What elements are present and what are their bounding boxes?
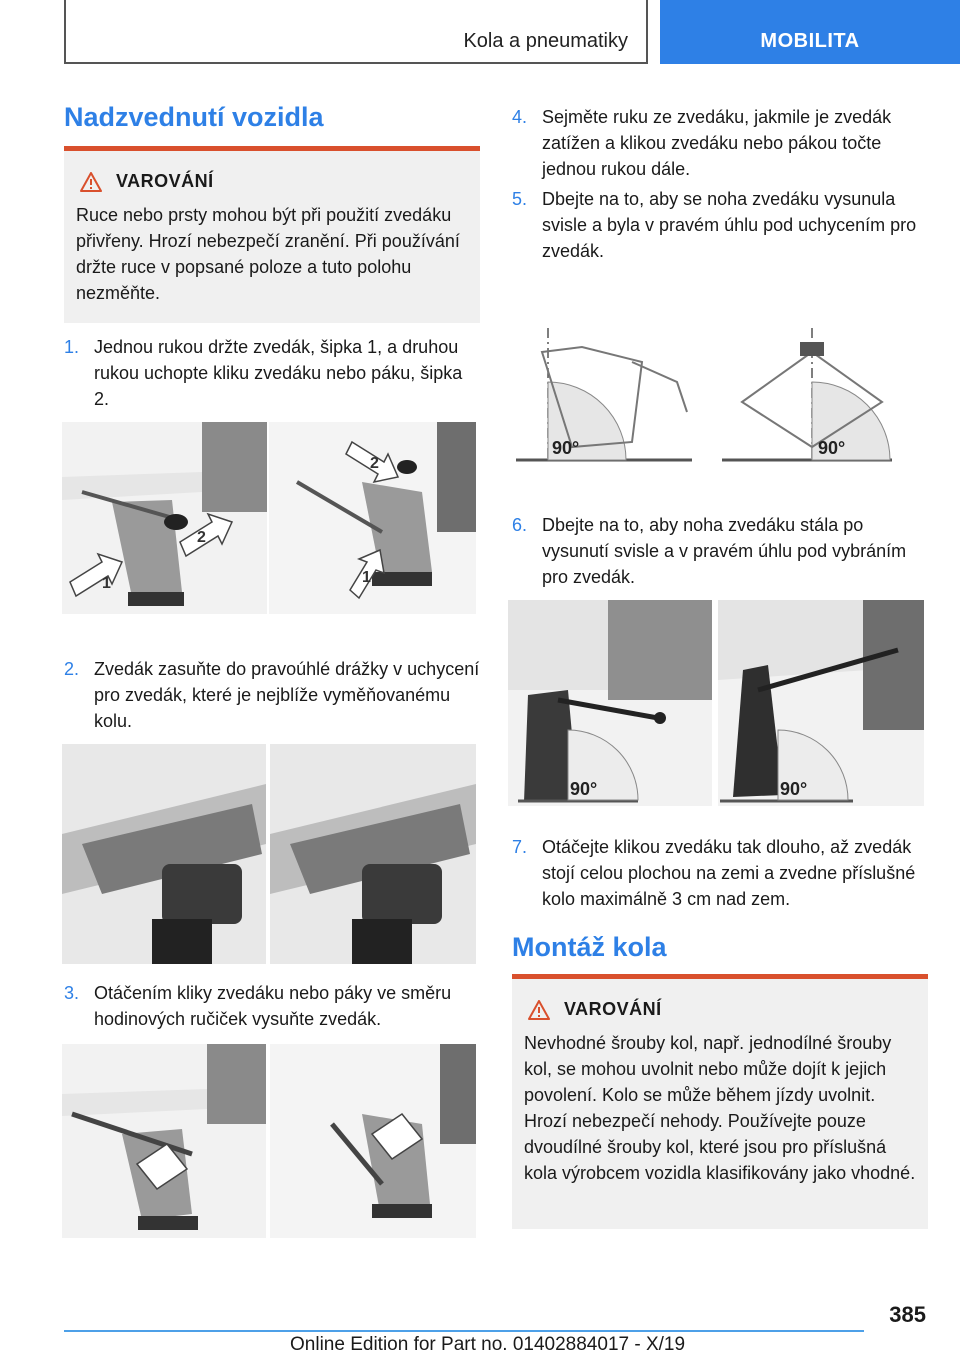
jack-hold-illustration bbox=[62, 422, 476, 614]
warning-text: Nevhodné šrouby kol, např. jednodílné šrouby kol, se mohou uvolnit nebo může dojít k jejich povolení. Kolo se může během jízdy uvolnit. Hrozí nebezpečí nehody. Používejte pouze dvoudílné šrouby kol, které jsou pro příslušná kola výrobcem vozidla klasifikovány jako vhodné. bbox=[524, 1033, 916, 1183]
step-7 bbox=[512, 834, 930, 912]
section-title-lift-vehicle: Nadzvednutí vozidla bbox=[64, 102, 324, 132]
step-text: Zvedák zasuňte do pravoúhlé drážky v uchycení pro zvedák, které je nejblíže vyměňovanému kolu. bbox=[94, 659, 480, 731]
section-title-wheel-mount: Montáž kola bbox=[512, 932, 667, 962]
step-4 bbox=[512, 104, 930, 182]
warning-box-right bbox=[512, 979, 928, 1229]
footer-edition: Online Edition for Part no. 01402884017 - X/19 bbox=[290, 1334, 686, 1355]
angle-label-right: 90° bbox=[818, 438, 846, 458]
warning-heading bbox=[80, 171, 470, 192]
step-number: 2. bbox=[64, 659, 80, 679]
warning-box-left bbox=[64, 151, 480, 323]
figure-jack-vertical bbox=[508, 600, 924, 806]
figure-jack-crank bbox=[62, 1044, 476, 1238]
jack-crank-illustration bbox=[62, 1044, 476, 1238]
warning-label: VAROVÁNÍ bbox=[564, 999, 662, 1019]
step-number: 6. bbox=[512, 515, 528, 535]
footer-rule bbox=[64, 1330, 864, 1332]
angle-label-left-photo: 90° bbox=[570, 779, 598, 799]
step-1 bbox=[64, 334, 480, 412]
figure-jack-angle-diagrams bbox=[512, 322, 896, 468]
figure-jack-hold bbox=[62, 422, 476, 614]
arrow-label-2b: 2 bbox=[370, 455, 379, 472]
step-3 bbox=[64, 980, 480, 1032]
warning-heading bbox=[528, 999, 918, 1020]
figure-jack-insert bbox=[62, 744, 476, 964]
step-text: Jednou rukou držte zvedák, šipka 1, a druhou rukou uchopte kliku zvedáku nebo páku, šipka 2. bbox=[94, 337, 463, 409]
warning-triangle-icon bbox=[80, 172, 102, 192]
arrow-label-1b: 1 bbox=[362, 569, 371, 586]
header-box bbox=[64, 0, 648, 64]
step-text: Otáčením kliky zvedáku nebo páky ve směru hodinových ručiček vysuňte zvedák. bbox=[94, 983, 452, 1029]
warning-triangle-icon bbox=[528, 1000, 550, 1020]
jack-vertical-illustration bbox=[508, 600, 924, 806]
jack-angle-diagram bbox=[512, 322, 896, 468]
header-chapter-tab[interactable] bbox=[660, 0, 960, 64]
warning-label: VAROVÁNÍ bbox=[116, 171, 214, 191]
step-5 bbox=[512, 186, 930, 264]
step-number: 1. bbox=[64, 337, 80, 357]
jack-insert-illustration bbox=[62, 744, 476, 964]
step-text: Dbejte na to, aby se noha zvedáku vysunula svisle a byla v pravém úhlu pod uchycením pro zvedák. bbox=[542, 189, 917, 261]
arrow-label-1: 1 bbox=[102, 575, 111, 592]
step-number: 3. bbox=[64, 983, 80, 1003]
angle-label-left: 90° bbox=[552, 438, 580, 458]
step-text: Sejměte ruku ze zvedáku, jakmile je zvedák zatížen a klikou zvedáku nebo pákou točte jednou rukou dále. bbox=[542, 107, 892, 179]
header-chapter-label: MOBILITA bbox=[760, 30, 860, 52]
step-number: 5. bbox=[512, 189, 528, 209]
step-number: 7. bbox=[512, 837, 528, 857]
angle-label-right-photo: 90° bbox=[780, 779, 808, 799]
warning-text: Ruce nebo prsty mohou být při použití zvedáku přivřeny. Hrozí nebezpečí zranění. Při používání držte ruce v popsané poloze a tuto polohu nezměňte. bbox=[76, 205, 460, 303]
step-2 bbox=[64, 656, 480, 734]
step-text: Otáčejte klikou zvedáku tak dlouho, až zvedák stojí celou plochou na zemi a zvedne příslušné kolo maximálně 3 cm nad zem. bbox=[542, 837, 916, 909]
header-section-title: Kola a pneumatiky bbox=[463, 30, 628, 52]
step-6 bbox=[512, 512, 930, 590]
step-text: Dbejte na to, aby noha zvedáku stála po vysunutí svisle a v pravém úhlu pod vybráním pro zvedák. bbox=[542, 515, 907, 587]
page-number: 385 bbox=[889, 1302, 926, 1327]
arrow-label-2: 2 bbox=[197, 529, 206, 546]
step-number: 4. bbox=[512, 107, 528, 127]
